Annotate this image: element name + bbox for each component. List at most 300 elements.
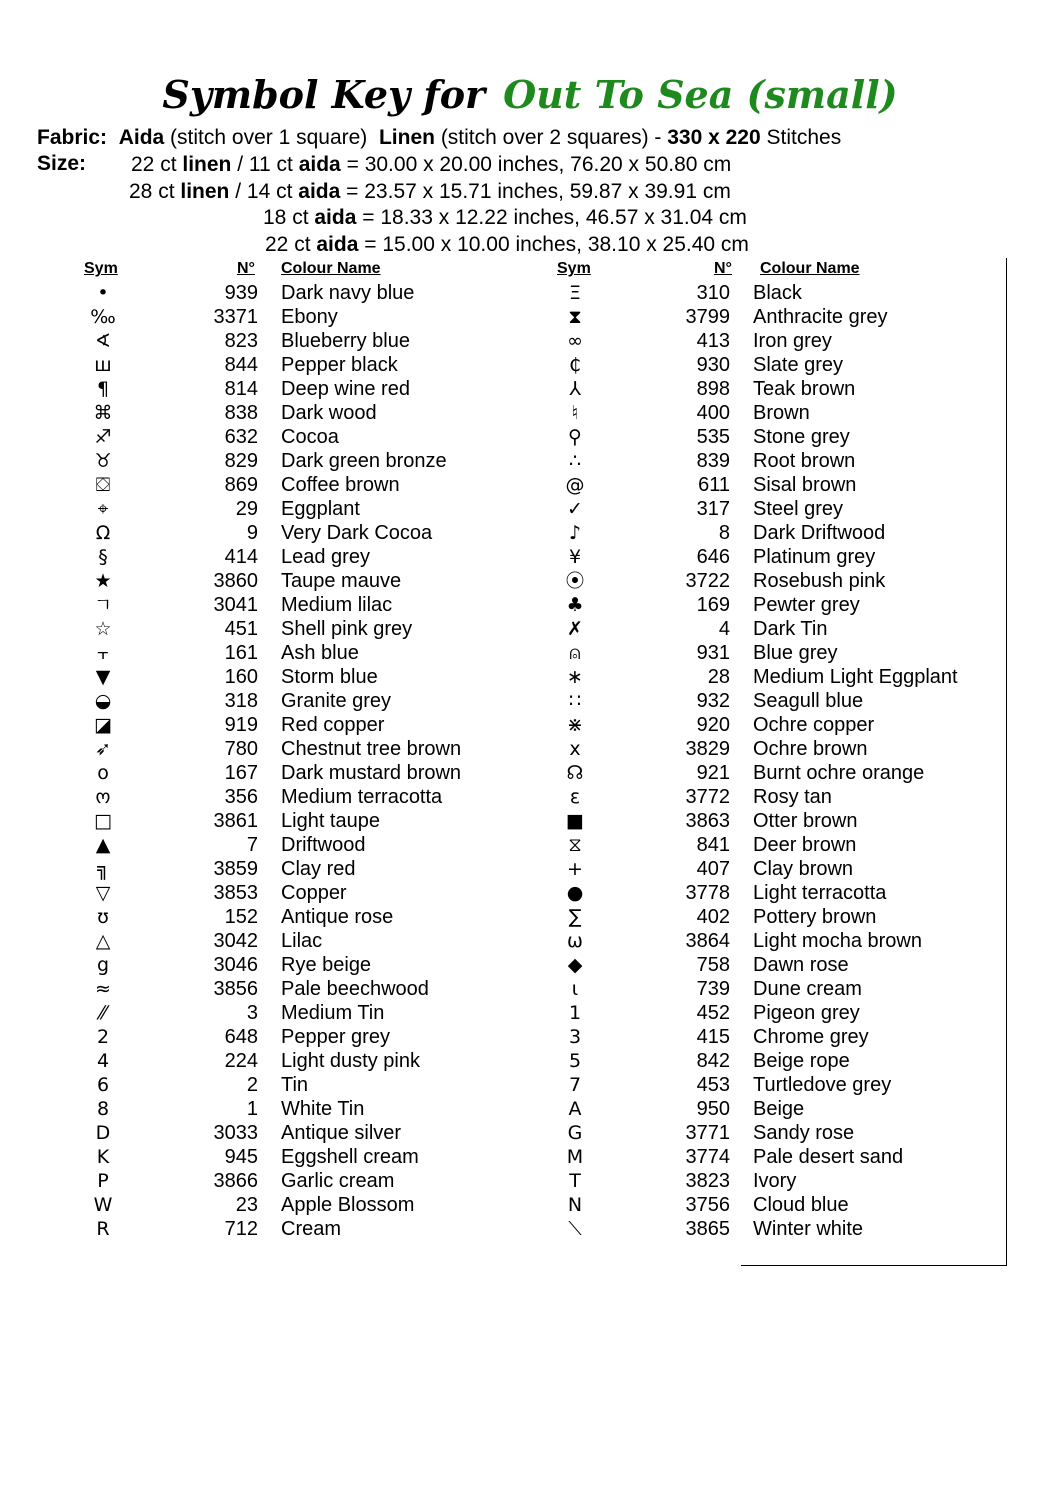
symbol-glyph: ∴ bbox=[568, 450, 582, 472]
colour-name: Dark Tin bbox=[753, 618, 828, 640]
floss-number: 869 bbox=[224, 474, 258, 496]
floss-number: 356 bbox=[224, 786, 258, 808]
floss-number: 318 bbox=[224, 690, 258, 712]
size-line-text: 22 ct bbox=[265, 233, 311, 256]
colour-name: Eggshell cream bbox=[281, 1146, 419, 1168]
colour-name: Steel grey bbox=[753, 498, 844, 520]
key-row bbox=[83, 761, 503, 785]
key-row bbox=[555, 1001, 995, 1025]
colour-name: Light mocha brown bbox=[753, 930, 922, 952]
key-row bbox=[83, 641, 503, 665]
size-line-text: 22 ct bbox=[131, 153, 177, 176]
floss-number: 453 bbox=[696, 1074, 730, 1096]
symbol-glyph: D bbox=[95, 1122, 111, 1144]
size-line-bold: aida bbox=[298, 180, 341, 203]
key-row bbox=[83, 1121, 503, 1145]
symbol-glyph: A bbox=[568, 1098, 582, 1120]
colour-name: Lilac bbox=[281, 930, 323, 952]
colour-name: Dark navy blue bbox=[281, 282, 415, 304]
colour-name: Copper bbox=[281, 882, 347, 904]
size-line-4 bbox=[265, 232, 749, 258]
symbol-glyph: + bbox=[567, 858, 583, 880]
floss-number: 844 bbox=[224, 354, 258, 376]
colour-name: Red copper bbox=[281, 714, 385, 736]
colour-name: Sandy rose bbox=[753, 1122, 855, 1144]
floss-number: 3853 bbox=[213, 882, 258, 904]
colour-name: Blueberry blue bbox=[281, 330, 410, 352]
pattern-name: Out To Sea (small) bbox=[503, 72, 898, 117]
symbol-glyph: ¶ bbox=[96, 378, 110, 400]
key-row bbox=[555, 785, 995, 809]
floss-number: 451 bbox=[224, 618, 258, 640]
colour-name: Brown bbox=[753, 402, 810, 424]
floss-number: 535 bbox=[696, 426, 730, 448]
colour-name: Sisal brown bbox=[753, 474, 857, 496]
colour-name: Clay brown bbox=[753, 858, 854, 880]
colour-name: Eggplant bbox=[281, 498, 360, 520]
size-label: Size: bbox=[37, 152, 87, 175]
symbol-glyph: 2 bbox=[96, 1026, 110, 1048]
symbol-glyph: ⍝ bbox=[569, 642, 581, 664]
colour-name: White Tin bbox=[281, 1098, 365, 1120]
symbol-glyph: ◆ bbox=[567, 954, 583, 976]
colour-name: Driftwood bbox=[281, 834, 366, 856]
key-row bbox=[555, 329, 995, 353]
symbol-glyph: ∢ bbox=[95, 330, 111, 352]
floss-number: 2 bbox=[246, 1074, 258, 1096]
colour-name: Clay red bbox=[281, 858, 356, 880]
colour-name: Teak brown bbox=[753, 378, 856, 400]
key-row bbox=[83, 377, 503, 401]
colour-name: Ash blue bbox=[281, 642, 359, 664]
symbol-glyph: M bbox=[566, 1146, 584, 1168]
floss-number: 407 bbox=[696, 858, 730, 880]
key-row bbox=[83, 329, 503, 353]
floss-number: 646 bbox=[696, 546, 730, 568]
key-row bbox=[555, 665, 995, 689]
size-line-text: = 23.57 x 15.71 inches, 59.87 x 39.91 cm bbox=[346, 180, 731, 203]
floss-number: 898 bbox=[696, 378, 730, 400]
floss-number: 3046 bbox=[213, 954, 258, 976]
colour-name: Rye beige bbox=[281, 954, 372, 976]
floss-number: 930 bbox=[696, 354, 730, 376]
floss-number: 3865 bbox=[685, 1218, 730, 1240]
size-line-bold: aida bbox=[316, 233, 359, 256]
colour-name: Antique silver bbox=[281, 1122, 402, 1144]
key-row bbox=[555, 1169, 995, 1193]
key-row bbox=[83, 617, 503, 641]
key-row bbox=[83, 545, 503, 569]
size-line-text: 28 ct bbox=[129, 180, 175, 203]
key-row bbox=[555, 857, 995, 881]
colour-name: Root brown bbox=[753, 450, 856, 472]
colour-name: Stone grey bbox=[753, 426, 850, 448]
floss-number: 3772 bbox=[685, 786, 730, 808]
symbol-glyph: ◪ bbox=[94, 714, 112, 736]
colour-name: Dune cream bbox=[753, 978, 862, 1000]
symbol-glyph: □ bbox=[94, 810, 112, 832]
floss-number: 632 bbox=[224, 426, 258, 448]
key-row bbox=[555, 617, 995, 641]
symbol-glyph: ш bbox=[94, 354, 112, 376]
symbol-glyph: ⌖ bbox=[97, 498, 109, 520]
key-row bbox=[555, 689, 995, 713]
key-row bbox=[83, 737, 503, 761]
floss-number: 160 bbox=[224, 666, 258, 688]
size-line-3 bbox=[263, 205, 747, 231]
floss-number: 841 bbox=[696, 834, 730, 856]
colour-name: Burnt ochre orange bbox=[753, 762, 925, 784]
key-row bbox=[555, 1121, 995, 1145]
key-row bbox=[555, 1217, 995, 1241]
key-row bbox=[83, 905, 503, 929]
colour-name: Very Dark Cocoa bbox=[281, 522, 433, 544]
key-row bbox=[83, 953, 503, 977]
colour-name: Dark wood bbox=[281, 402, 377, 424]
symbol-glyph: ☆ bbox=[94, 618, 112, 640]
colour-name: Medium Tin bbox=[281, 1002, 385, 1024]
linen-note: (stitch over 2 squares) - bbox=[440, 126, 662, 149]
size-line-bold: aida bbox=[298, 153, 341, 176]
key-row bbox=[555, 497, 995, 521]
symbol-glyph: 3 bbox=[568, 1026, 582, 1048]
symbol-glyph: ◒ bbox=[94, 690, 112, 712]
colour-name: Apple Blossom bbox=[281, 1194, 415, 1216]
size-line-text: = 15.00 x 10.00 inches, 38.10 x 25.40 cm bbox=[364, 233, 749, 256]
floss-number: 3864 bbox=[685, 930, 730, 952]
key-row bbox=[83, 449, 503, 473]
floss-number: 3756 bbox=[685, 1194, 730, 1216]
floss-number: 920 bbox=[696, 714, 730, 736]
symbol-glyph: @ bbox=[565, 474, 585, 496]
floss-number: 3829 bbox=[685, 738, 730, 760]
colour-name: Ochre brown bbox=[753, 738, 868, 760]
symbol-glyph: g bbox=[96, 954, 110, 976]
colour-name: Cream bbox=[281, 1218, 342, 1240]
floss-number: 28 bbox=[707, 666, 730, 688]
left-key-list bbox=[83, 281, 503, 1241]
colour-name: Chrome grey bbox=[753, 1026, 869, 1048]
floss-number: 452 bbox=[696, 1002, 730, 1024]
colour-name: Anthracite grey bbox=[753, 306, 888, 328]
key-row bbox=[555, 1025, 995, 1049]
key-row bbox=[555, 305, 995, 329]
colour-name: Deer brown bbox=[753, 834, 857, 856]
symbol-glyph: ▲ bbox=[95, 834, 111, 856]
key-row bbox=[83, 689, 503, 713]
symbol-glyph: ▽ bbox=[95, 882, 111, 904]
floss-number: 400 bbox=[696, 402, 730, 424]
symbol-glyph: ♣ bbox=[566, 594, 584, 616]
floss-number: 9 bbox=[246, 522, 258, 544]
key-row bbox=[83, 1145, 503, 1169]
floss-number: 3033 bbox=[213, 1122, 258, 1144]
colour-name: Pewter grey bbox=[753, 594, 860, 616]
key-row bbox=[83, 857, 503, 881]
floss-number: 712 bbox=[224, 1218, 258, 1240]
floss-number: 1 bbox=[246, 1098, 258, 1120]
colour-name: Antique rose bbox=[281, 906, 394, 928]
symbol-glyph: 8 bbox=[96, 1098, 110, 1120]
key-row bbox=[83, 1073, 503, 1097]
key-row bbox=[555, 545, 995, 569]
colour-name: Ivory bbox=[753, 1170, 797, 1192]
stitches-count: 330 x 220 bbox=[667, 126, 761, 149]
key-row bbox=[555, 833, 995, 857]
colour-name: Pepper grey bbox=[281, 1026, 390, 1048]
floss-number: 3856 bbox=[213, 978, 258, 1000]
symbol-glyph: ε bbox=[569, 786, 581, 808]
floss-number: 921 bbox=[696, 762, 730, 784]
floss-number: 317 bbox=[696, 498, 730, 520]
size-line-1 bbox=[131, 152, 731, 178]
colour-name: Winter white bbox=[753, 1218, 864, 1240]
symbol-glyph: G bbox=[567, 1122, 583, 1144]
floss-number: 3041 bbox=[213, 594, 258, 616]
colour-name: Coffee brown bbox=[281, 474, 400, 496]
right-border-line bbox=[1006, 258, 1007, 1266]
key-row bbox=[555, 1049, 995, 1073]
right-key-list bbox=[555, 281, 995, 1241]
symbol-glyph: ✓ bbox=[567, 498, 583, 520]
page-title bbox=[0, 72, 1060, 117]
symbol-glyph: ☊ bbox=[566, 762, 584, 784]
key-row bbox=[83, 1097, 503, 1121]
key-row bbox=[83, 665, 503, 689]
floss-number: 3866 bbox=[213, 1170, 258, 1192]
symbol-glyph: ⟍ bbox=[568, 1218, 582, 1240]
floss-number: 3042 bbox=[213, 930, 258, 952]
colour-name: Tin bbox=[281, 1074, 309, 1096]
linen-word: Linen bbox=[378, 126, 435, 149]
key-row bbox=[83, 977, 503, 1001]
key-row bbox=[555, 641, 995, 665]
floss-number: 829 bbox=[224, 450, 258, 472]
colour-name: Beige bbox=[753, 1098, 805, 1120]
floss-number: 414 bbox=[224, 546, 258, 568]
colour-name: Light taupe bbox=[281, 810, 380, 832]
colour-name: Dark mustard brown bbox=[281, 762, 462, 784]
key-row bbox=[83, 425, 503, 449]
floss-number: 224 bbox=[224, 1050, 258, 1072]
symbol-glyph: P bbox=[97, 1170, 109, 1192]
key-row bbox=[555, 425, 995, 449]
symbol-glyph: ⧖ bbox=[568, 834, 582, 856]
colour-name: Light terracotta bbox=[753, 882, 887, 904]
size-line-bold: aida bbox=[314, 206, 357, 229]
symbol-glyph: 6 bbox=[96, 1074, 110, 1096]
right-num-header: N° bbox=[714, 260, 732, 277]
symbol-glyph: ♐ bbox=[94, 426, 112, 448]
key-row bbox=[83, 1049, 503, 1073]
key-row bbox=[83, 497, 503, 521]
floss-number: 8 bbox=[718, 522, 730, 544]
floss-number: 611 bbox=[698, 474, 730, 496]
key-row bbox=[83, 305, 503, 329]
fabric-line bbox=[37, 125, 841, 151]
floss-number: 402 bbox=[696, 906, 730, 928]
colour-name: Granite grey bbox=[281, 690, 392, 712]
title-prefix: Symbol Key for bbox=[162, 72, 486, 117]
symbol-glyph: R bbox=[96, 1218, 110, 1240]
floss-number: 3799 bbox=[685, 306, 730, 328]
key-row bbox=[83, 401, 503, 425]
key-row bbox=[555, 449, 995, 473]
symbol-glyph: ♮ bbox=[571, 402, 579, 424]
colour-name: Light dusty pink bbox=[281, 1050, 420, 1072]
aida-note: (stitch over 1 square) bbox=[170, 126, 368, 149]
key-row bbox=[555, 377, 995, 401]
colour-name: Medium terracotta bbox=[281, 786, 443, 808]
key-row bbox=[555, 809, 995, 833]
floss-number: 3774 bbox=[685, 1146, 730, 1168]
symbol-glyph: ɩ bbox=[571, 978, 579, 1000]
colour-name: Rosy tan bbox=[753, 786, 832, 808]
symbol-glyph: • bbox=[97, 282, 109, 304]
symbol-glyph: △ bbox=[95, 930, 111, 952]
colour-name: Pale desert sand bbox=[753, 1146, 904, 1168]
key-row bbox=[83, 833, 503, 857]
key-row bbox=[83, 929, 503, 953]
symbol-glyph: ╗ bbox=[97, 858, 109, 880]
colour-name: Pottery brown bbox=[753, 906, 877, 928]
floss-number: 310 bbox=[696, 282, 730, 304]
key-row bbox=[555, 353, 995, 377]
symbol-glyph: ➶ bbox=[95, 738, 111, 760]
right-name-header: Colour Name bbox=[760, 260, 860, 277]
symbol-glyph: ო bbox=[95, 786, 111, 808]
colour-name: Iron grey bbox=[753, 330, 832, 352]
floss-number: 169 bbox=[696, 594, 730, 616]
colour-name: Ochre copper bbox=[753, 714, 875, 736]
floss-number: 3863 bbox=[685, 810, 730, 832]
key-row bbox=[555, 713, 995, 737]
colour-name: Medium lilac bbox=[281, 594, 393, 616]
symbol-glyph: ∗ bbox=[567, 666, 583, 688]
key-row bbox=[555, 953, 995, 977]
symbol-glyph: ∷ bbox=[568, 690, 582, 712]
key-row bbox=[555, 401, 995, 425]
symbol-glyph: ■ bbox=[566, 810, 584, 832]
colour-name: Lead grey bbox=[281, 546, 370, 568]
colour-name: Medium Light Eggplant bbox=[753, 666, 958, 688]
key-row bbox=[83, 1025, 503, 1049]
size-line-2 bbox=[129, 179, 731, 205]
floss-number: 814 bbox=[224, 378, 258, 400]
symbol-glyph: 5 bbox=[568, 1050, 582, 1072]
floss-number: 23 bbox=[235, 1194, 258, 1216]
floss-number: 167 bbox=[224, 762, 258, 784]
key-row bbox=[555, 761, 995, 785]
left-sym-header: Sym bbox=[84, 260, 118, 277]
symbol-glyph: 7 bbox=[568, 1074, 582, 1096]
symbol-glyph: Ξ bbox=[568, 282, 581, 304]
key-row bbox=[555, 1145, 995, 1169]
floss-number: 3860 bbox=[213, 570, 258, 592]
key-row bbox=[555, 929, 995, 953]
floss-number: 3771 bbox=[685, 1122, 730, 1144]
key-row bbox=[83, 1001, 503, 1025]
left-num-header: N° bbox=[237, 260, 255, 277]
floss-number: 950 bbox=[696, 1098, 730, 1120]
size-line-text: / 14 ct bbox=[235, 180, 293, 203]
colour-name: Deep wine red bbox=[281, 378, 410, 400]
key-row bbox=[555, 737, 995, 761]
aida-word: Aida bbox=[118, 126, 165, 149]
symbol-glyph: ⫟ bbox=[97, 642, 109, 664]
floss-number: 415 bbox=[696, 1026, 730, 1048]
floss-number: 161 bbox=[224, 642, 258, 664]
symbol-glyph: ‰ bbox=[90, 306, 116, 328]
symbol-glyph: ⚲ bbox=[568, 426, 582, 448]
symbol-glyph: N bbox=[567, 1194, 583, 1216]
key-row bbox=[83, 473, 503, 497]
floss-number: 3778 bbox=[685, 882, 730, 904]
floss-number: 3859 bbox=[213, 858, 258, 880]
key-row bbox=[83, 593, 503, 617]
colour-name: Otter brown bbox=[753, 810, 858, 832]
floss-number: 839 bbox=[696, 450, 730, 472]
floss-number: 3861 bbox=[213, 810, 258, 832]
floss-number: 823 bbox=[224, 330, 258, 352]
floss-number: 3722 bbox=[685, 570, 730, 592]
symbol-glyph: 1 bbox=[568, 1002, 582, 1024]
floss-number: 152 bbox=[224, 906, 258, 928]
symbol-glyph: ㄱ bbox=[93, 594, 113, 616]
key-row bbox=[83, 1169, 503, 1193]
size-line-bold: linen bbox=[180, 180, 230, 203]
colour-name: Pepper black bbox=[281, 354, 398, 376]
floss-number: 945 bbox=[224, 1146, 258, 1168]
symbol-glyph: ⅄ bbox=[569, 378, 581, 400]
key-row bbox=[83, 1193, 503, 1217]
key-row bbox=[555, 473, 995, 497]
key-row bbox=[83, 881, 503, 905]
size-line-bold: linen bbox=[182, 153, 232, 176]
colour-name: Storm blue bbox=[281, 666, 378, 688]
floss-number: 838 bbox=[224, 402, 258, 424]
key-row bbox=[555, 521, 995, 545]
key-row bbox=[555, 1097, 995, 1121]
colour-name: Black bbox=[753, 282, 802, 304]
colour-name: Blue grey bbox=[753, 642, 838, 664]
symbol-glyph: ⁄⁄ bbox=[99, 1002, 107, 1024]
key-row bbox=[83, 281, 503, 305]
symbol-glyph: ● bbox=[566, 882, 584, 904]
floss-number: 7 bbox=[246, 834, 258, 856]
key-row bbox=[83, 1217, 503, 1241]
colour-name: Shell pink grey bbox=[281, 618, 413, 640]
key-row bbox=[83, 569, 503, 593]
symbol-glyph: ≈ bbox=[95, 978, 111, 1000]
key-row bbox=[83, 353, 503, 377]
colour-name: Seagull blue bbox=[753, 690, 864, 712]
symbol-glyph: Ω bbox=[95, 522, 111, 544]
key-row bbox=[555, 569, 995, 593]
symbol-glyph: x bbox=[569, 738, 581, 760]
symbol-glyph: ★ bbox=[94, 570, 112, 592]
symbol-glyph: ∞ bbox=[567, 330, 583, 352]
symbol-glyph: ₵ bbox=[568, 354, 582, 376]
colour-name: Beige rope bbox=[753, 1050, 850, 1072]
key-row bbox=[555, 593, 995, 617]
colour-name: Dark green bronze bbox=[281, 450, 447, 472]
symbol-glyph: ⧗ bbox=[568, 306, 582, 328]
floss-number: 842 bbox=[696, 1050, 730, 1072]
floss-number: 939 bbox=[224, 282, 258, 304]
colour-name: Pale beechwood bbox=[281, 978, 429, 1000]
floss-number: 29 bbox=[235, 498, 258, 520]
